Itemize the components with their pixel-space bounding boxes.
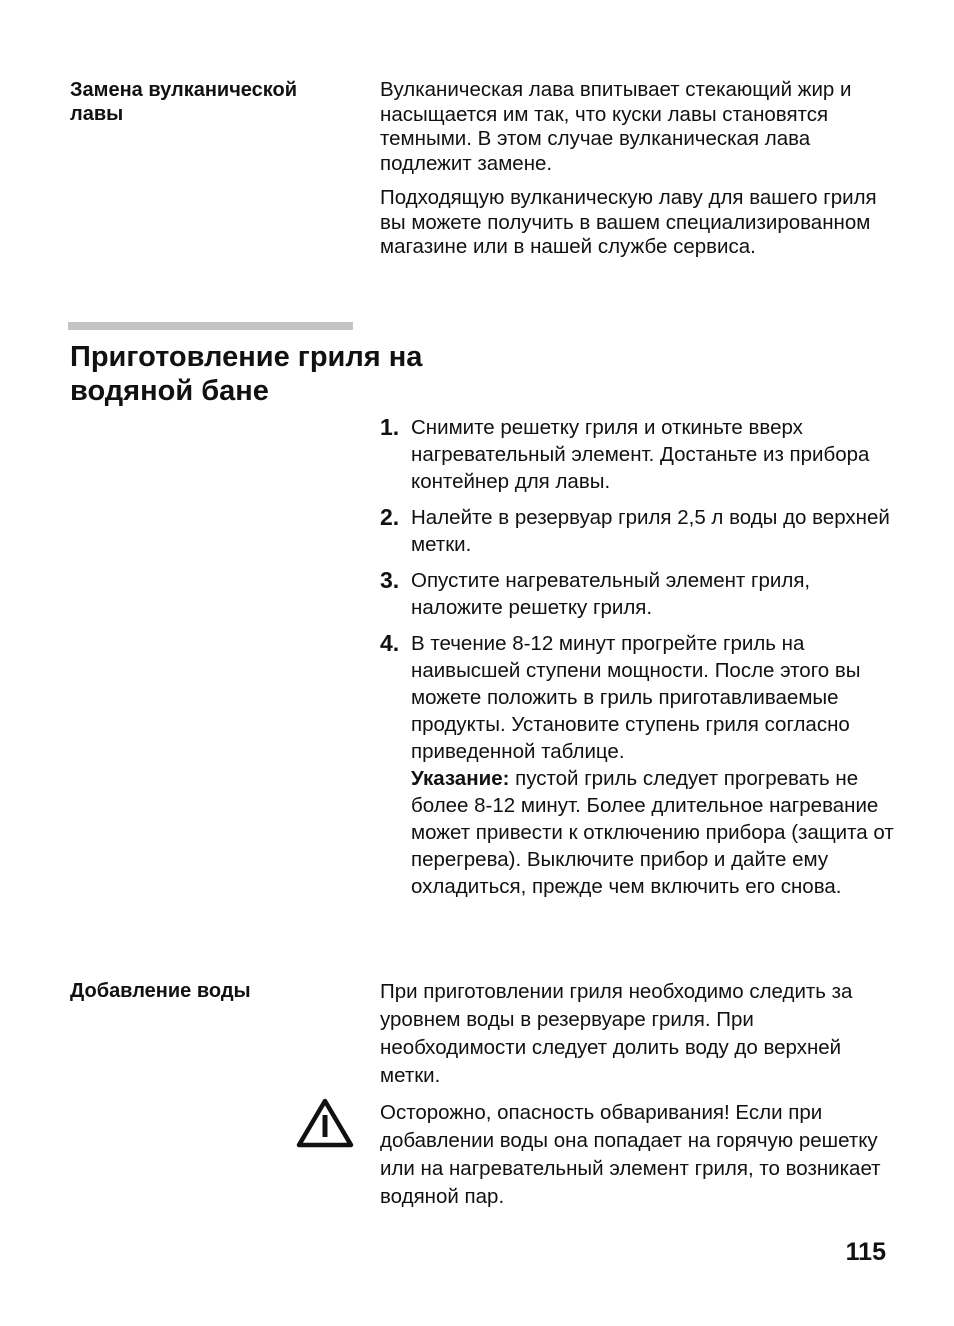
step-text-with-note [411,630,900,900]
step-item [380,414,900,495]
step-number: 2. [380,504,400,530]
section-divider [68,322,353,330]
step-number: 3. [380,567,400,593]
warning-triangle-icon [296,1097,354,1149]
step-number: 4. [380,630,400,656]
page-number: 115 [845,1238,886,1266]
step-text: Опустите нагревательный элемент гриля, наложите решетку гриля. [411,569,811,619]
step-text: Налейте в резервуар гриля 2,5 л воды до верхней метки. [411,506,890,556]
step-item [380,504,900,558]
section-title: Приготовление гриля на водяной бане [70,341,423,407]
step-item [380,567,900,621]
steps-list [380,414,900,909]
step-item [380,630,900,900]
add-water-heading: Добавление воды [70,980,251,1002]
lava-section-heading: Замена вулканической лавы [70,79,298,125]
step-number: 1. [380,414,400,440]
lava-paragraph: Подходящую вулканическую лаву для вашего гриля вы можете получить в вашем специализированном магазине или в нашей службе сервиса. [380,186,877,258]
note-text: пустой гриль следует прогревать не более 8-12 минут. Более длительное нагревание может привести к отключению прибора (защита от перегрева). Выключите прибор и дайте ему охладиться, прежде чем включить его снова. [411,767,894,898]
lava-paragraph: Вулканическая лава впитывает стекающий жир и насыщается им так, что куски лавы становятся темными. В этом случае вулканическая лава подлежит замене. [380,78,852,175]
add-water-paragraph: При приготовлении гриля необходимо следить за уровнем воды в резервуаре гриля. При необходимости следует долить воду до верхней метки. [380,980,853,1087]
note-label: Указание: [411,767,510,790]
step-text: В течение 8-12 минут прогрейте гриль на наивысшей ступени мощности. После этого вы можете положить в гриль приготавливаемые продукты. Установите ступень гриля согласно приведенной таблице. [411,632,861,763]
step-text: Снимите решетку гриля и откиньте вверх нагревательный элемент. Достаньте из прибора контейнер для лавы. [411,416,870,493]
warning-text: Осторожно, опасность обваривания! Если при добавлении воды она попадает на горячую решетку или на нагревательный элемент гриля, то возникает водяной пар. [380,1101,881,1208]
lava-section-body [380,78,895,260]
